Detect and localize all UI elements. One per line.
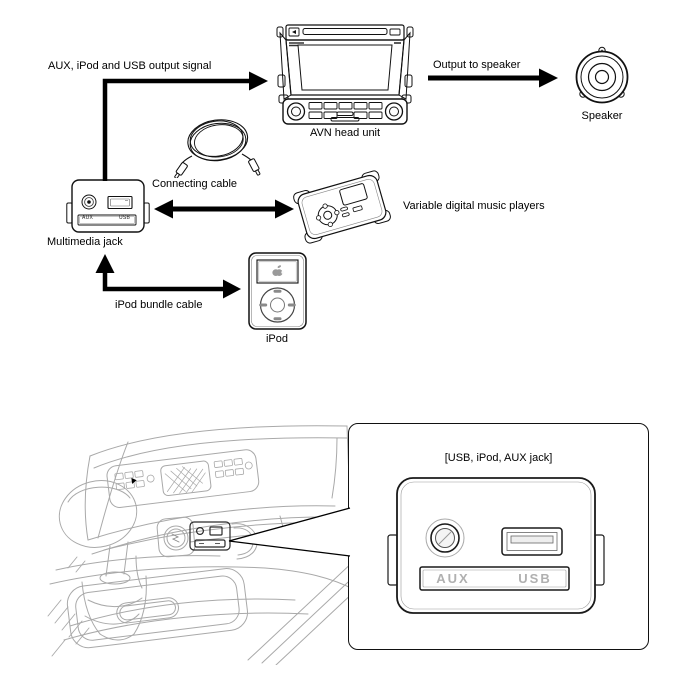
- callout-aux-port-icon: [426, 519, 464, 557]
- usb-port-icon: [108, 197, 132, 209]
- callout-aux-label: AUX: [436, 571, 470, 586]
- ipod-illustration: [247, 251, 309, 332]
- callout-title: [USB, iPod, AUX jack]: [444, 452, 553, 464]
- callout-usb-label: USB: [518, 571, 552, 586]
- players-label: Variable digital music players: [403, 200, 545, 212]
- callout-box: [348, 423, 649, 650]
- connecting-cable-illustration: [172, 112, 264, 178]
- ipod-bundle-label: iPod bundle cable: [115, 299, 203, 311]
- avn-head-unit-label: AVN head unit: [309, 127, 381, 139]
- callout-usb-port-icon: [502, 528, 562, 555]
- arrow-ipod-bundle: [96, 254, 242, 299]
- ipod-label: iPod: [265, 333, 289, 345]
- jack-usb-port-label: USB: [119, 214, 131, 221]
- jack-aux-port-label: AUX: [82, 214, 94, 221]
- multimedia-jack-label: Multimedia jack: [47, 236, 123, 248]
- avn-head-unit-illustration: [276, 13, 414, 127]
- center-console-illustration: [40, 420, 355, 665]
- speaker-label: Speaker: [581, 110, 623, 122]
- aux-port-icon: [82, 195, 96, 209]
- callout-jack-illustration: [384, 471, 612, 625]
- click-wheel: [259, 288, 296, 322]
- multimedia-jack-illustration: [66, 176, 150, 236]
- output-arrow-label: Output to speaker: [433, 59, 521, 71]
- connecting-cable-label: Connecting cable: [152, 178, 238, 190]
- signal-arrow-label: AUX, iPod and USB output signal: [48, 60, 212, 72]
- speaker-illustration: [572, 46, 632, 108]
- arrow-jack-players-double: [154, 200, 294, 219]
- music-player-illustration: [292, 170, 392, 244]
